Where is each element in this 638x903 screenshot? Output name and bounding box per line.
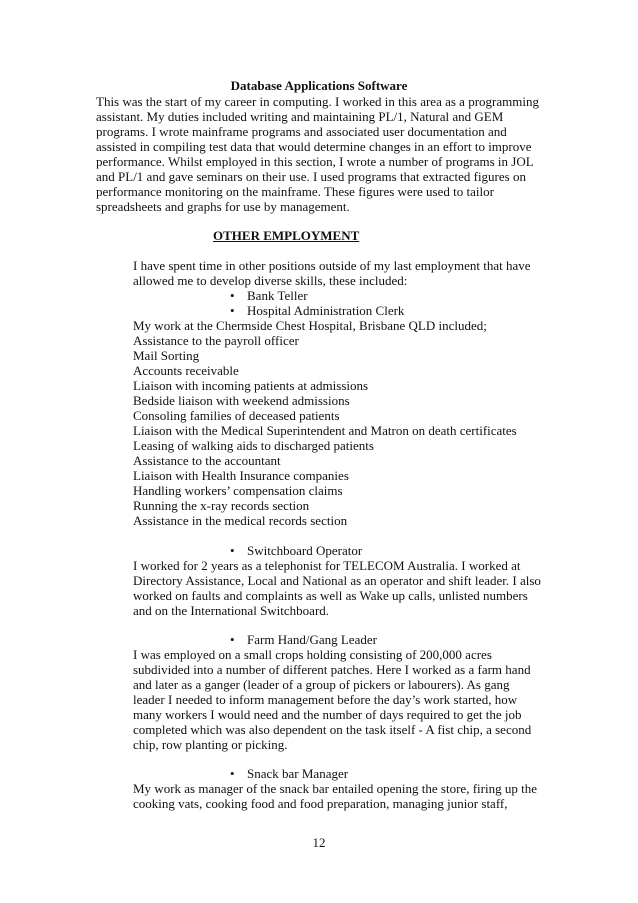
list-item: Consoling families of deceased patients xyxy=(133,408,340,423)
other-employment-block xyxy=(133,258,563,528)
farm-section xyxy=(133,632,563,752)
paragraph-line: worked on faults and complaints as well as Wake up calls, unlisted numbers xyxy=(133,588,528,603)
list-item: Leasing of walking aids to discharged patients xyxy=(133,438,374,453)
list-item: Assistance to the payroll officer xyxy=(133,333,299,348)
paragraph-line: programs. I wrote mainframe programs and associated user documentation and xyxy=(96,124,507,139)
bullet-item xyxy=(133,303,563,318)
bullet-icon: • xyxy=(230,303,235,318)
bullet-item xyxy=(133,766,563,781)
bullet-label: Switchboard Operator xyxy=(247,543,363,558)
list-item: Assistance in the medical records section xyxy=(133,513,348,528)
paragraph-line: I worked for 2 years as a telephonist for TELECOM Australia. I worked at xyxy=(133,558,521,573)
bullet-label: Snack bar Manager xyxy=(247,766,349,781)
bullet-icon: • xyxy=(230,288,235,303)
snack-bar-section xyxy=(133,766,563,811)
bullet-icon: • xyxy=(230,543,235,558)
list-item: Liaison with Health Insurance companies xyxy=(133,468,349,483)
bullet-icon: • xyxy=(230,766,235,781)
bullet-item xyxy=(133,632,563,647)
paragraph-line: chip, row planting or picking. xyxy=(133,737,288,752)
paragraph-line: I was employed on a small crops holding consisting of 200,000 acres xyxy=(133,647,492,662)
paragraph-line: assistant. My duties included writing and maintaining PL/1, Natural and GEM xyxy=(96,109,504,124)
page-number: 12 xyxy=(312,835,326,850)
paragraph-line: and later as a ganger (leader of a group of pickers or labourers). As gang xyxy=(133,677,510,692)
paragraph-line: assisted in compiling test data that would determine changes in an effort to improve xyxy=(96,139,532,154)
paragraph-line: I have spent time in other positions outside of my last employment that have xyxy=(133,258,531,273)
list-item: Mail Sorting xyxy=(133,348,200,363)
paragraph-line: and on the International Switchboard. xyxy=(133,603,330,618)
paragraph-line: performance monitoring on the mainframe. These figures were used to tailor xyxy=(96,184,494,199)
bullet-item xyxy=(133,543,563,558)
paragraph-line: My work as manager of the snack bar entailed opening the store, firing up the xyxy=(133,781,537,796)
paragraph-line: subdivided into a number of different patches. Here I worked as a farm hand xyxy=(133,662,531,677)
list-item: Bedside liaison with weekend admissions xyxy=(133,393,350,408)
bullet-label: Hospital Administration Clerk xyxy=(247,303,405,318)
paragraph-line: completed which was also dependent on the task itself - A fist chip, a second xyxy=(133,722,532,737)
list-item: Handling workers’ compensation claims xyxy=(133,483,343,498)
paragraph-line: leader I needed to inform management before the day’s work started, how xyxy=(133,692,518,707)
paragraph-line: and PL/1 and gave seminars on their use. I used programs that extracted figures on xyxy=(96,169,526,184)
other-employment-heading: OTHER EMPLOYMENT xyxy=(213,228,360,243)
section-heading: Database Applications Software xyxy=(230,78,408,93)
paragraph-line: many workers I would need and the number of days required to get the job xyxy=(133,707,522,722)
intro-paragraph xyxy=(96,94,566,214)
bullet-item xyxy=(133,288,563,303)
paragraph-line: This was the start of my career in computing. I worked in this area as a programming xyxy=(96,94,539,109)
list-item: Running the x-ray records section xyxy=(133,498,310,513)
list-item: Assistance to the accountant xyxy=(133,453,281,468)
paragraph-line: Directory Assistance, Local and National as an operator and shift leader. I also xyxy=(133,573,541,588)
paragraph-line: performance. Whilst employed in this section, I wrote a number of programs in JOL xyxy=(96,154,534,169)
list-item: Liaison with the Medical Superintendent and Matron on death certificates xyxy=(133,423,517,438)
paragraph-line: allowed me to develop diverse skills, these included: xyxy=(133,273,408,288)
list-item: My work at the Chermside Chest Hospital, Brisbane QLD included; xyxy=(133,318,487,333)
bullet-label: Farm Hand/Gang Leader xyxy=(247,632,377,647)
bullet-icon: • xyxy=(230,632,235,647)
bullet-label: Bank Teller xyxy=(247,288,308,303)
paragraph-line: cooking vats, cooking food and food preparation, managing junior staff, xyxy=(133,796,508,811)
list-item: Accounts receivable xyxy=(133,363,239,378)
switchboard-section xyxy=(133,543,563,618)
paragraph-line: spreadsheets and graphs for use by management. xyxy=(96,199,350,214)
list-item: Liaison with incoming patients at admissions xyxy=(133,378,369,393)
